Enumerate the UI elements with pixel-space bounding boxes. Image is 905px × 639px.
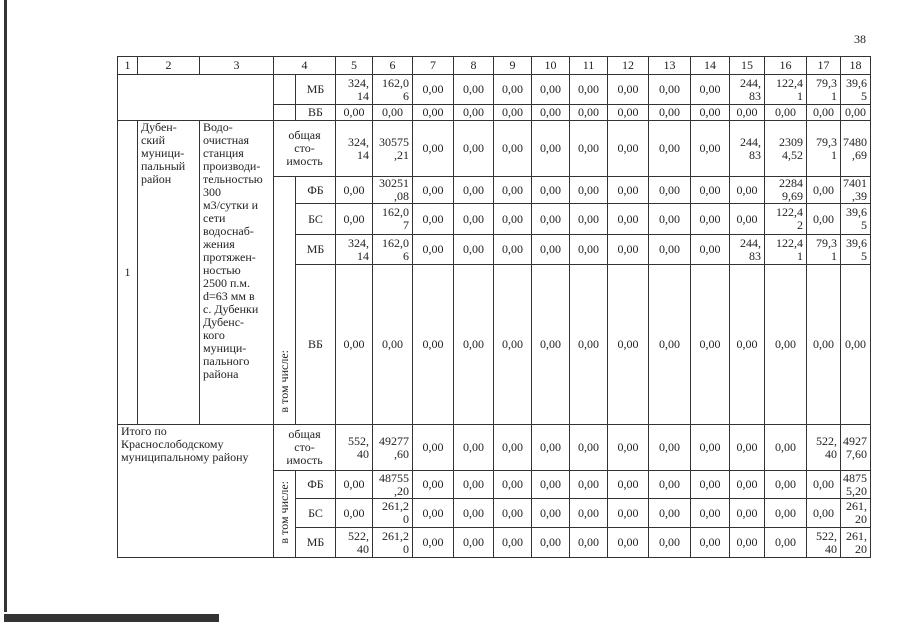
value-cell: 0,00 bbox=[608, 265, 649, 425]
value-cell: 30575 ,21 bbox=[373, 121, 413, 177]
scan-edge-left bbox=[4, 0, 7, 612]
value-cell: 244, 83 bbox=[730, 235, 765, 265]
value-cell: 0,00 bbox=[730, 105, 765, 121]
header-row bbox=[118, 57, 904, 75]
value-cell: 7480 ,69 bbox=[841, 121, 871, 177]
value-cell: 0,00 bbox=[691, 121, 730, 177]
row-index: 1 bbox=[118, 121, 138, 425]
value-cell: 0,00 bbox=[608, 235, 649, 265]
value-cell: 0,00 bbox=[570, 121, 608, 177]
value-cell: 324, 14 bbox=[336, 121, 373, 177]
value-cell: 0,00 bbox=[532, 121, 570, 177]
budget-type: ВБ bbox=[296, 105, 336, 121]
including-cell bbox=[274, 177, 296, 425]
value-cell: 0,00 bbox=[730, 425, 765, 471]
value-cell: 0,00 bbox=[765, 105, 807, 121]
column-header: 11 bbox=[570, 57, 608, 75]
value-cell: 0,00 bbox=[608, 425, 649, 471]
value-cell: 0,00 bbox=[691, 425, 730, 471]
value-cell: 261,2 0 bbox=[373, 528, 413, 558]
value-cell: 0,00 bbox=[336, 265, 373, 425]
value-cell: 162,0 7 bbox=[373, 204, 413, 235]
empty-cell bbox=[118, 75, 274, 121]
value-cell: 0,00 bbox=[570, 75, 608, 105]
value-cell: 0,00 bbox=[570, 105, 608, 121]
value-cell: 0,00 bbox=[494, 204, 532, 235]
value-cell: 0,00 bbox=[691, 528, 730, 558]
value-cell: 0,00 bbox=[841, 105, 871, 121]
value-cell: 261, 20 bbox=[841, 499, 871, 528]
value-cell: 0,00 bbox=[691, 499, 730, 528]
value-cell: 122,4 1 bbox=[765, 75, 807, 105]
value-cell: 0,00 bbox=[494, 177, 532, 204]
value-cell: 0,00 bbox=[570, 471, 608, 499]
value-cell: 0,00 bbox=[570, 204, 608, 235]
value-cell: 48755 ,20 bbox=[373, 471, 413, 499]
value-cell: 0,00 bbox=[570, 265, 608, 425]
value-cell: 0,00 bbox=[494, 425, 532, 471]
value-cell: 0,00 bbox=[532, 528, 570, 558]
value-cell: 0,00 bbox=[608, 75, 649, 105]
value-cell: 162,0 6 bbox=[373, 75, 413, 105]
value-cell: 0,00 bbox=[730, 528, 765, 558]
value-cell: 0,00 bbox=[413, 265, 454, 425]
district-name: Дубен- ский муници- пальный район bbox=[138, 121, 200, 425]
value-cell: 0,00 bbox=[413, 235, 454, 265]
value-cell: 0,00 bbox=[649, 105, 691, 121]
value-cell: 0,00 bbox=[649, 528, 691, 558]
value-cell: 0,00 bbox=[649, 499, 691, 528]
value-cell: 0,00 bbox=[807, 204, 841, 235]
value-cell: 0,00 bbox=[649, 235, 691, 265]
value-cell: 7401 ,39 bbox=[841, 177, 871, 204]
value-cell: 0,00 bbox=[570, 528, 608, 558]
value-cell: 0,00 bbox=[807, 105, 841, 121]
value-cell: 0,00 bbox=[413, 425, 454, 471]
value-cell: 0,00 bbox=[730, 265, 765, 425]
value-cell: 0,00 bbox=[373, 105, 413, 121]
value-cell: 0,00 bbox=[570, 235, 608, 265]
column-header: 17 bbox=[807, 57, 841, 75]
column-header: 2 bbox=[138, 57, 200, 75]
value-cell: 0,00 bbox=[807, 471, 841, 499]
value-cell: 0,00 bbox=[494, 471, 532, 499]
value-cell: 0,00 bbox=[765, 265, 807, 425]
value-cell: 0,00 bbox=[494, 105, 532, 121]
value-cell: 0,00 bbox=[494, 121, 532, 177]
value-cell: 122,4 2 bbox=[765, 204, 807, 235]
value-cell: 39,6 5 bbox=[841, 204, 871, 235]
value-cell: 0,00 bbox=[454, 75, 494, 105]
value-cell: 0,00 bbox=[765, 499, 807, 528]
column-header: 4 bbox=[274, 57, 336, 75]
value-cell: 30251 ,08 bbox=[373, 177, 413, 204]
value-cell: 0,00 bbox=[532, 177, 570, 204]
value-cell: 0,00 bbox=[532, 105, 570, 121]
value-cell: 0,00 bbox=[532, 499, 570, 528]
column-header: 12 bbox=[608, 57, 649, 75]
value-cell: 0,00 bbox=[494, 528, 532, 558]
value-cell: 0,00 bbox=[373, 265, 413, 425]
column-header: 10 bbox=[532, 57, 570, 75]
value-cell: 39,6 5 bbox=[841, 235, 871, 265]
value-cell: 552, 40 bbox=[336, 425, 373, 471]
value-cell: 0,00 bbox=[532, 471, 570, 499]
value-cell: 0,00 bbox=[841, 265, 871, 425]
value-cell: 0,00 bbox=[413, 204, 454, 235]
value-cell: 0,00 bbox=[570, 425, 608, 471]
scan-edge-bottom bbox=[4, 614, 219, 622]
column-header: 14 bbox=[691, 57, 730, 75]
value-cell: 0,00 bbox=[608, 177, 649, 204]
value-cell: 0,00 bbox=[730, 471, 765, 499]
budget-type: МБ bbox=[296, 528, 336, 558]
column-header: 13 bbox=[649, 57, 691, 75]
value-cell: 0,00 bbox=[765, 471, 807, 499]
value-cell: 0,00 bbox=[532, 425, 570, 471]
value-cell: 0,00 bbox=[807, 265, 841, 425]
value-cell: 522, 40 bbox=[807, 425, 841, 471]
value-cell: 0,00 bbox=[454, 528, 494, 558]
value-cell: 0,00 bbox=[649, 121, 691, 177]
value-cell: 0,00 bbox=[608, 499, 649, 528]
value-cell: 0,00 bbox=[532, 204, 570, 235]
value-cell: 0,00 bbox=[807, 499, 841, 528]
value-cell: 0,00 bbox=[649, 471, 691, 499]
value-cell: 0,00 bbox=[691, 177, 730, 204]
column-header: 18 bbox=[841, 57, 871, 75]
value-cell: 0,00 bbox=[413, 75, 454, 105]
value-cell: 79,3 1 bbox=[807, 121, 841, 177]
project-total-row bbox=[118, 121, 904, 177]
value-cell: 0,00 bbox=[494, 499, 532, 528]
value-cell: 0,00 bbox=[649, 75, 691, 105]
budget-type: БС bbox=[296, 204, 336, 235]
value-cell: 0,00 bbox=[532, 235, 570, 265]
value-cell: 0,00 bbox=[608, 471, 649, 499]
column-header: 6 bbox=[373, 57, 413, 75]
value-cell: 0,00 bbox=[494, 265, 532, 425]
column-header: 15 bbox=[730, 57, 765, 75]
value-cell: 2284 9,69 bbox=[765, 177, 807, 204]
value-cell: 0,00 bbox=[454, 235, 494, 265]
value-cell: 0,00 bbox=[413, 177, 454, 204]
value-cell: 0,00 bbox=[730, 499, 765, 528]
value-cell: 0,00 bbox=[649, 265, 691, 425]
budget-type: МБ bbox=[296, 75, 336, 105]
budget-type: БС bbox=[296, 499, 336, 528]
page-number: 38 bbox=[854, 32, 866, 46]
value-cell: 0,00 bbox=[336, 471, 373, 499]
summary-label: Итого по Краснослободскому муниципальному району bbox=[118, 425, 274, 558]
value-cell: 0,00 bbox=[608, 528, 649, 558]
empty-cell bbox=[274, 75, 296, 105]
value-cell: 0,00 bbox=[765, 528, 807, 558]
value-cell: 0,00 bbox=[413, 528, 454, 558]
value-cell: 0,00 bbox=[532, 265, 570, 425]
value-cell: 0,00 bbox=[454, 471, 494, 499]
value-cell: 0,00 bbox=[649, 177, 691, 204]
value-cell: 0,00 bbox=[691, 105, 730, 121]
value-cell: 0,00 bbox=[608, 105, 649, 121]
value-cell: 0,00 bbox=[413, 121, 454, 177]
value-cell: 4927 7,60 bbox=[841, 425, 871, 471]
value-cell: 49277 ,60 bbox=[373, 425, 413, 471]
value-cell: 0,00 bbox=[730, 177, 765, 204]
column-header: 3 bbox=[200, 57, 274, 75]
value-cell: 0,00 bbox=[608, 121, 649, 177]
value-cell: 0,00 bbox=[454, 265, 494, 425]
budget-table bbox=[117, 56, 904, 558]
value-cell: 522, 40 bbox=[807, 528, 841, 558]
column-header: 7 bbox=[413, 57, 454, 75]
budget-type: ФБ bbox=[296, 471, 336, 499]
value-cell: 0,00 bbox=[691, 471, 730, 499]
value-cell: 0,00 bbox=[649, 204, 691, 235]
value-cell: 0,00 bbox=[570, 177, 608, 204]
value-cell: 0,00 bbox=[454, 105, 494, 121]
value-cell: 324, 14 bbox=[336, 235, 373, 265]
summary-total-row bbox=[118, 425, 904, 471]
total-cost-label: общая сто- имость bbox=[274, 121, 336, 177]
value-cell: 0,00 bbox=[413, 471, 454, 499]
value-cell: 0,00 bbox=[532, 75, 570, 105]
value-cell: 522, 40 bbox=[336, 528, 373, 558]
budget-type: ВБ bbox=[296, 265, 336, 425]
value-cell: 0,00 bbox=[807, 177, 841, 204]
value-cell: 0,00 bbox=[691, 235, 730, 265]
column-header: 9 bbox=[494, 57, 532, 75]
value-cell: 2309 4,52 bbox=[765, 121, 807, 177]
column-header: 5 bbox=[336, 57, 373, 75]
value-cell: 261, 20 bbox=[841, 528, 871, 558]
value-cell: 162,0 6 bbox=[373, 235, 413, 265]
value-cell: 122,4 1 bbox=[765, 235, 807, 265]
value-cell: 0,00 bbox=[608, 204, 649, 235]
column-header: 8 bbox=[454, 57, 494, 75]
value-cell: 324, 14 bbox=[336, 75, 373, 105]
value-cell: 0,00 bbox=[336, 204, 373, 235]
value-cell: 0,00 bbox=[336, 177, 373, 204]
budget-type: МБ bbox=[296, 235, 336, 265]
value-cell: 0,00 bbox=[691, 75, 730, 105]
value-cell: 0,00 bbox=[454, 204, 494, 235]
object-description: Водо- очистная станция производи- тельностью 300 м3/сутки и сети водоснаб- жения протяжен- ностью 2500 п.м. d=63 мм в с. Дубенки Дубенс- кого муници- пального района bbox=[200, 121, 274, 425]
value-cell: 244, 83 bbox=[730, 75, 765, 105]
value-cell: 0,00 bbox=[413, 105, 454, 121]
value-cell: 0,00 bbox=[570, 499, 608, 528]
value-cell: 0,00 bbox=[454, 425, 494, 471]
empty-cell bbox=[274, 105, 296, 121]
value-cell: 4875 5,20 bbox=[841, 471, 871, 499]
continuation-row bbox=[118, 75, 904, 105]
value-cell: 79,3 1 bbox=[807, 235, 841, 265]
value-cell: 0,00 bbox=[454, 177, 494, 204]
column-header: 16 bbox=[765, 57, 807, 75]
value-cell: 0,00 bbox=[336, 105, 373, 121]
value-cell: 0,00 bbox=[413, 499, 454, 528]
value-cell: 244, 83 bbox=[730, 121, 765, 177]
column-header: 1 bbox=[118, 57, 138, 75]
value-cell: 0,00 bbox=[336, 499, 373, 528]
value-cell: 79,3 1 bbox=[807, 75, 841, 105]
value-cell: 0,00 bbox=[765, 425, 807, 471]
value-cell: 261,2 0 bbox=[373, 499, 413, 528]
value-cell: 0,00 bbox=[649, 425, 691, 471]
value-cell: 0,00 bbox=[730, 204, 765, 235]
total-cost-label: общая сто- имость bbox=[274, 425, 336, 471]
value-cell: 0,00 bbox=[494, 235, 532, 265]
including-label: в том числе: bbox=[277, 350, 291, 413]
value-cell: 0,00 bbox=[494, 75, 532, 105]
including-label: в том числе: bbox=[277, 481, 291, 544]
budget-type: ФБ bbox=[296, 177, 336, 204]
value-cell: 39,6 5 bbox=[841, 75, 871, 105]
including-cell bbox=[274, 471, 296, 558]
value-cell: 0,00 bbox=[691, 204, 730, 235]
value-cell: 0,00 bbox=[454, 121, 494, 177]
value-cell: 0,00 bbox=[691, 265, 730, 425]
value-cell: 0,00 bbox=[454, 499, 494, 528]
